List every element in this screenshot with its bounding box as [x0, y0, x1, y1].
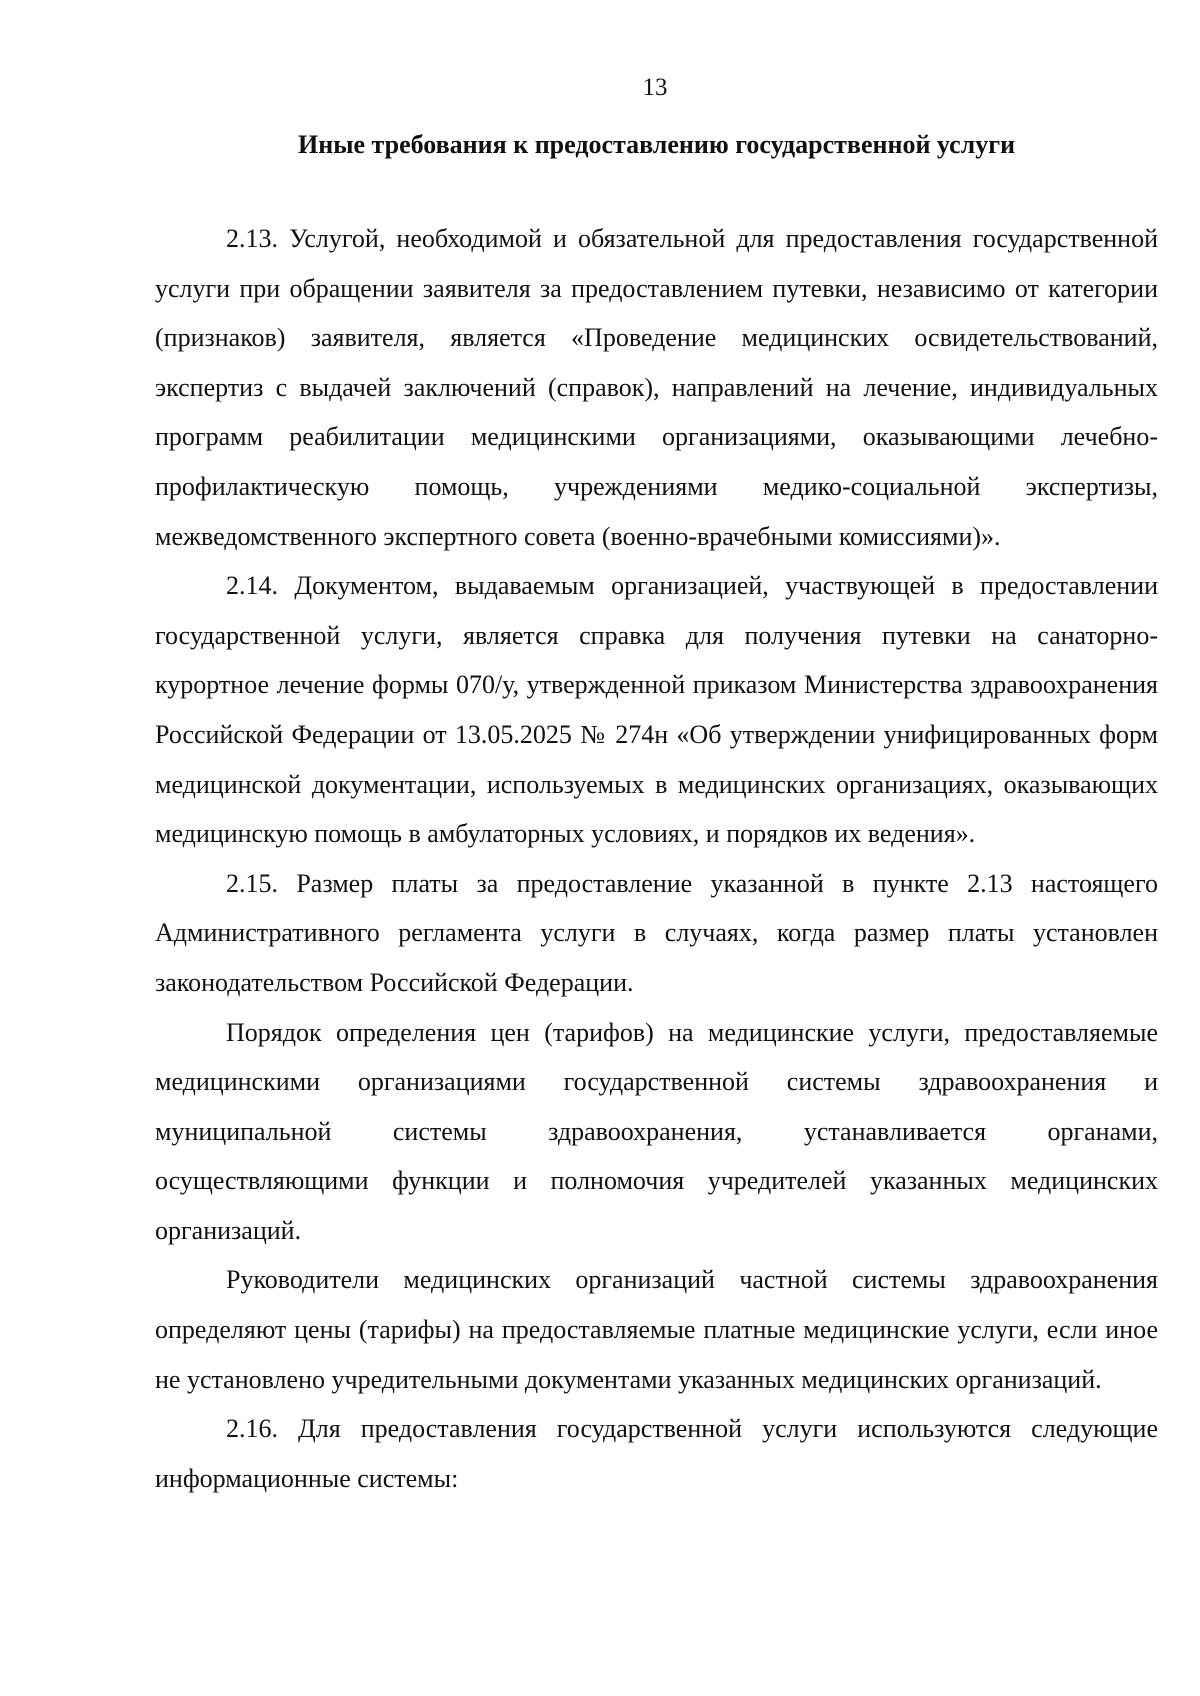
paragraph-2-16: 2.16. Для предоставления государственной услуги используются следующие информационные системы:	[155, 1414, 1158, 1493]
paragraph-2-15: 2.15. Размер платы за предоставление указанной в пункте 2.13 настоящего Административного регламента услуги в случаях, когда размер платы установлен законодательством Российской Федерации.	[155, 868, 1158, 997]
paragraph-private-organizations: Руководители медицинских организаций частной системы здравоохранения определяют цены (тарифы) на предоставляемые платные медицинские услуги, если иное не установлено учредительными документами указанных медицинских организаций.	[155, 1265, 1158, 1394]
paragraph-2-14: 2.14. Документом, выдаваемым организацией, участвующей в предоставлении государственной услуги, является справка для получения путевки на санаторно-курортное лечение формы 070/у, утвержденной приказом Министерства здравоохранения Российской Федерации от 13.05.2025 № 274н «Об утверждении унифицированных форм медицинской документации, используемых в медицинских организациях, оказывающих медицинскую помощь в амбулаторных условиях, и порядков их ведения».	[155, 571, 1158, 849]
paragraph-pricing-order: Порядок определения цен (тарифов) на медицинские услуги, предоставляемые медицинскими организациями государственной системы здравоохранения и муниципальной системы здравоохранения, устанавливается органами, осуществляющими функции и полномочия учредителей указанных медицинских организаций.	[155, 1017, 1158, 1245]
document-body	[155, 214, 1158, 1503]
paragraph-2-13: 2.13. Услугой, необходимой и обязательной для предоставления государственной услуги при обращении заявителя за предоставлением путевки, независимо от категории (признаков) заявителя, является «Проведение медицинских освидетельствований, экспертиз с выдачей заключений (справок), направлений на лечение, индивидуальных программ реабилитации медицинскими организациями, оказывающими лечебно-профилактическую помощь, учреждениями медико-социальной экспертизы, межведомственного экспертного совета (военно-врачебными комиссиями)».	[155, 224, 1158, 551]
section-heading: Иные требования к предоставлению государственной услуги	[298, 130, 1016, 159]
page-number: 13	[642, 74, 668, 101]
